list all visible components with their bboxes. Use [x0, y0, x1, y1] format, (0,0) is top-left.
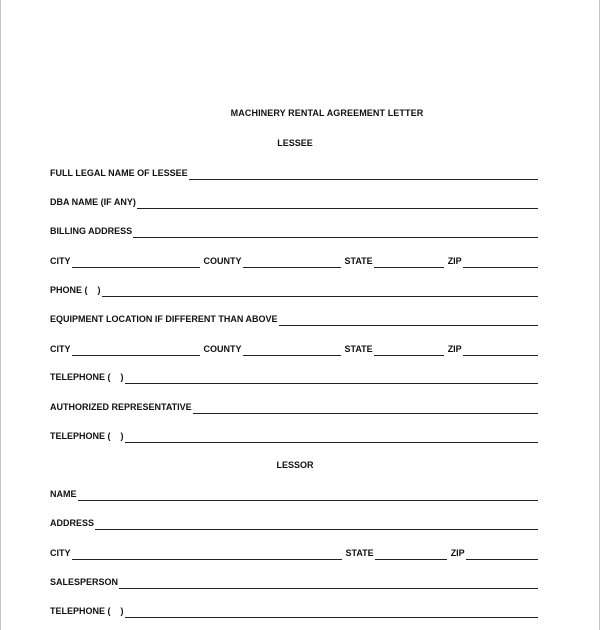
lessee-heading: LESSEE [277, 138, 313, 148]
lessor-state-label: STATE [345, 548, 374, 558]
representative-telephone-label: TELEPHONE ( ) [50, 431, 124, 441]
lessee-phone-row [50, 283, 538, 297]
lessee-billing-address-row [50, 224, 538, 238]
lessee-city-row [50, 254, 538, 268]
representative-telephone-field[interactable] [125, 431, 538, 443]
lessee-equipment-location-field[interactable] [279, 314, 539, 326]
lessor-name-label: NAME [50, 489, 77, 499]
lessor-address-row [50, 516, 538, 530]
equipment-city-row [50, 342, 538, 356]
lessor-state-field[interactable] [375, 548, 447, 560]
lessor-zip-field[interactable] [466, 548, 538, 560]
equipment-city-label: CITY [50, 344, 71, 354]
lessee-dba-name-label: DBA NAME (IF ANY) [50, 197, 136, 207]
lessee-full-legal-name-field[interactable] [189, 168, 538, 180]
lessee-billing-address-label: BILLING ADDRESS [50, 226, 133, 236]
lessee-state-label: STATE [344, 256, 373, 266]
lessee-zip-field[interactable] [463, 256, 538, 268]
lessor-name-row [50, 487, 538, 501]
lessee-full-legal-name-row [50, 166, 538, 180]
equipment-zip-label: ZIP [447, 344, 462, 354]
lessee-full-legal-name-label: FULL LEGAL NAME OF LESSEE [50, 168, 188, 178]
equipment-county-label: COUNTY [203, 344, 242, 354]
representative-telephone-row [50, 429, 538, 443]
lessor-city-field[interactable] [72, 548, 342, 560]
lessor-telephone-field[interactable] [125, 606, 538, 618]
lessee-phone-field[interactable] [102, 285, 538, 297]
lessor-zip-label: ZIP [450, 548, 465, 558]
salesperson-label: SALESPERSON [50, 577, 119, 587]
lessee-phone-label: PHONE ( ) [50, 285, 101, 295]
lessor-address-label: ADDRESS [50, 518, 95, 528]
lessor-city-label: CITY [50, 548, 71, 558]
lessee-telephone-label: TELEPHONE ( ) [50, 372, 124, 382]
lessee-billing-address-field[interactable] [133, 226, 538, 238]
authorized-representative-label: AUTHORIZED REPRESENTATIVE [50, 402, 192, 412]
document-title: MACHINERY RENTAL AGREEMENT LETTER [230, 108, 424, 118]
lessee-county-field[interactable] [243, 256, 341, 268]
lessee-county-label: COUNTY [203, 256, 242, 266]
salesperson-field[interactable] [119, 577, 538, 589]
salesperson-row [50, 575, 538, 589]
lessee-equipment-location-row [50, 312, 538, 326]
lessor-heading: LESSOR [276, 460, 314, 470]
lessee-telephone-row [50, 370, 538, 384]
lessor-address-field[interactable] [95, 518, 538, 530]
lessee-telephone-field[interactable] [125, 372, 538, 384]
lessor-telephone-label: TELEPHONE ( ) [50, 606, 124, 616]
lessor-name-field[interactable] [78, 489, 539, 501]
equipment-county-field[interactable] [243, 344, 341, 356]
lessee-city-label: CITY [50, 256, 71, 266]
equipment-zip-field[interactable] [463, 344, 538, 356]
equipment-city-field[interactable] [72, 344, 200, 356]
lessor-telephone-row [50, 604, 538, 618]
equipment-state-field[interactable] [374, 344, 444, 356]
lessee-zip-label: ZIP [447, 256, 462, 266]
lessee-dba-name-field[interactable] [137, 197, 538, 209]
equipment-state-label: STATE [344, 344, 373, 354]
lessee-state-field[interactable] [374, 256, 444, 268]
authorized-representative-row [50, 400, 538, 414]
lessee-equipment-location-label: EQUIPMENT LOCATION IF DIFFERENT THAN ABOVE [50, 314, 278, 324]
lessee-dba-name-row [50, 195, 538, 209]
lessor-city-row [50, 546, 538, 560]
authorized-representative-field[interactable] [193, 402, 538, 414]
lessee-city-field[interactable] [72, 256, 200, 268]
